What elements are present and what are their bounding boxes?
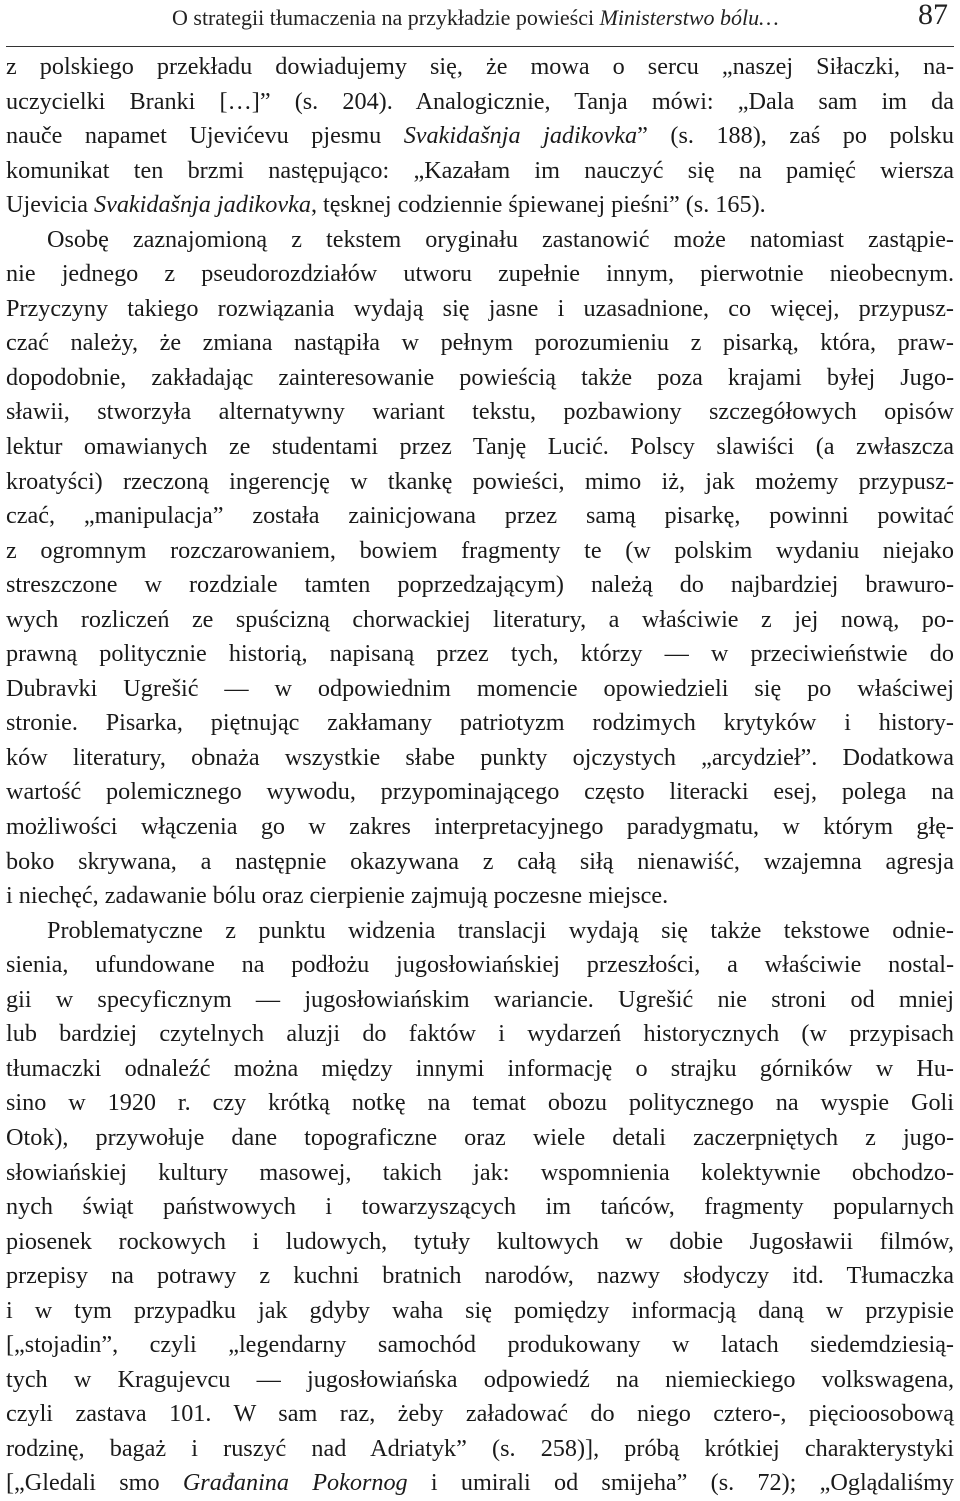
text-line: [„stojadin”, czyli „legendarny samochód produkowany w latach siedemdziesią- <box>6 1331 954 1359</box>
text-line: rodzinę, bagaż i ruszyć nad Adriatyk” (s. 258)], próbą krótkiej charakterystyki <box>6 1434 954 1462</box>
text-line: słowiańskiej kultury masowej, takich jak: wspomnienia kolektywnie obchodzo- <box>6 1158 954 1186</box>
text-run: ” (s. 188), zaś po polsku <box>637 122 954 150</box>
text-line: z polskiego przekładu dowiadujemy się, że mowa o sercu „naszej Siłaczki, na- <box>6 53 954 80</box>
text-line: czać, „manipulacja” została zainicjowana przez samą pisarkę, powinni powitać <box>6 502 954 530</box>
page-header <box>6 0 954 47</box>
italic-title: Građanina Pokornog <box>182 1469 408 1497</box>
text-line: Problematyczne z punktu widzenia translacji wydają się także tekstowe odnie- <box>47 916 954 944</box>
text-line: możliwości włączenia go w zakres interpretacyjnego paradygmatu, w którym głę- <box>6 813 954 841</box>
text-line: piosenek rockowych i ludowych, tytuły kultowych w dobie Jugosławii filmów, <box>6 1227 954 1255</box>
text-line <box>6 188 954 223</box>
text-line: lub bardziej czytelnych aluzji do faktów i wydarzeń historycznych (w przypisach <box>6 1020 954 1048</box>
text-line: i niechęć, zadawanie bólu oraz cierpienie zajmują poczesne miejsce. <box>6 882 669 910</box>
text-line: lektur omawianych ze studentami przez Tanję Lucić. Polscy slawiści (a zwłaszcza <box>6 433 954 461</box>
paragraph-1 <box>6 50 954 223</box>
text-line: wartość polemicznego wywodu, przypominającego często literacki esej, polega na <box>6 778 954 806</box>
text-line: Przyczyny takiego rozwiązania wydają się jasne i uzasadnione, co więcej, przypusz- <box>6 294 954 322</box>
text-line: Osobę zaznajomioną z tekstem oryginału zastanowić może natomiast zastąpie- <box>47 225 954 253</box>
running-title <box>172 6 779 30</box>
running-title-text: O strategii tłumaczenia na przykładzie powieści <box>172 5 600 30</box>
text-run: , tęsknej codziennie śpiewanej pieśni” (s. 165). <box>310 191 766 219</box>
text-line: dopodobnie, zakładając zainteresowanie powieścią także poza krajami byłej Jugo- <box>6 363 954 391</box>
text-line: czać należy, że zmiana nastąpiła w pełnym porozumieniu z pisarką, która, praw- <box>6 329 954 357</box>
text-line: kroatyści) rzeczoną ingerencję w tkankę powieści, mimo iż, jak możemy przypusz- <box>6 467 954 495</box>
text-line <box>6 1466 954 1501</box>
text-line: Otok), przywołuje dane topograficzne oraz wiele detali zaczerpniętych z jugo- <box>6 1123 954 1151</box>
body-text <box>6 50 954 1501</box>
text-line: nie jednego z pseudorozdziałów utworu zupełnie innym, pierwotnie nieobecnym. <box>6 260 954 288</box>
text-line: tych w Kragujevcu — jugosłowiańska odpowiedź na niemieckiego volkswagena, <box>6 1365 954 1393</box>
italic-title: Svakidašnja jadikovka <box>93 191 311 219</box>
text-line: Dubravki Ugrešić — w odpowiednim momencie opowiedzieli się po właściwej <box>6 674 954 702</box>
text-line: sławii, stworzyła alternatywny wariant tekstu, pozbawiony szczegółowych opisów <box>6 398 954 426</box>
text-line: gii w specyficznym — jugosłowiańskim wariancie. Ugrešić nie stroni od mniej <box>6 985 954 1013</box>
italic-title: Svakidašnja jadikovka <box>403 122 638 150</box>
text-line: nych świąt państwowych i towarzyszących im tańców, fragmenty popularnych <box>6 1193 954 1221</box>
running-title-book-title: Ministerstwo bólu… <box>599 5 779 30</box>
text-line: ków literatury, obnaża wszystkie słabe punkty ojczystych „arcydzieł”. Dodatkowa <box>6 743 954 771</box>
text-run: nauče napamet Ujevićevu pjesmu <box>6 122 404 150</box>
text-line: stronie. Pisarka, piętnując zakłamany patriotyzm rodzimych krytyków i history- <box>6 709 954 737</box>
text-run: [„Gledali smo <box>6 1469 183 1497</box>
text-line: uczycielki Branki […]” (s. 204). Analogicznie, Tanja mówi: „Dala sam im da <box>6 87 954 115</box>
text-line <box>6 119 954 154</box>
text-run: Ujevicia <box>6 191 94 219</box>
text-line: wych rozliczeń ze spuścizną chorwackiej literatury, a właściwie z jej nową, po- <box>6 605 954 633</box>
text-line: z ogromnym rozczarowaniem, bowiem fragmenty te (w polskim wydaniu niejako <box>6 536 954 564</box>
page-number: 87 <box>918 0 948 31</box>
text-line: czyli zastava 101. W sam raz, żeby załadować do niego cztero-, pięcioosobową <box>6 1400 954 1428</box>
text-run: i umirali od smijeha” (s. 72); „Oglądaliśmy <box>407 1469 954 1497</box>
paragraph-2 <box>6 223 954 914</box>
text-line: sienia, ufundowane na podłożu jugosłowiańskiej przeszłości, a właściwie nostal- <box>6 951 954 979</box>
text-line: tłumaczki odnaleźć można między innymi informację o strajku górników w Hu- <box>6 1054 954 1082</box>
text-line: sino w 1920 r. czy krótką notkę na temat obozu politycznego na wyspie Goli <box>6 1089 954 1117</box>
text-line: przepisy na potrawy z kuchni bratnich narodów, nazwy słodyczy itd. Tłumaczka <box>6 1262 954 1290</box>
text-line: komunikat ten brzmi następująco: „Kazałam im nauczyć się na pamięć wiersza <box>6 156 954 184</box>
text-line: streszczone w rozdziale tamten poprzedzającym) należą do najbardziej brawuro- <box>6 571 954 599</box>
text-line: prawną politycznie historią, napisaną przez tych, którzy — w przeciwieństwie do <box>6 640 954 668</box>
text-line: boko skrywana, a następnie okazywana z całą siłą nienawiść, wzajemna agresja <box>6 847 954 875</box>
text-line: i w tym przypadku jak gdyby waha się pomiędzy informacją daną w przypisie <box>6 1296 954 1324</box>
paragraph-3 <box>6 914 954 1501</box>
